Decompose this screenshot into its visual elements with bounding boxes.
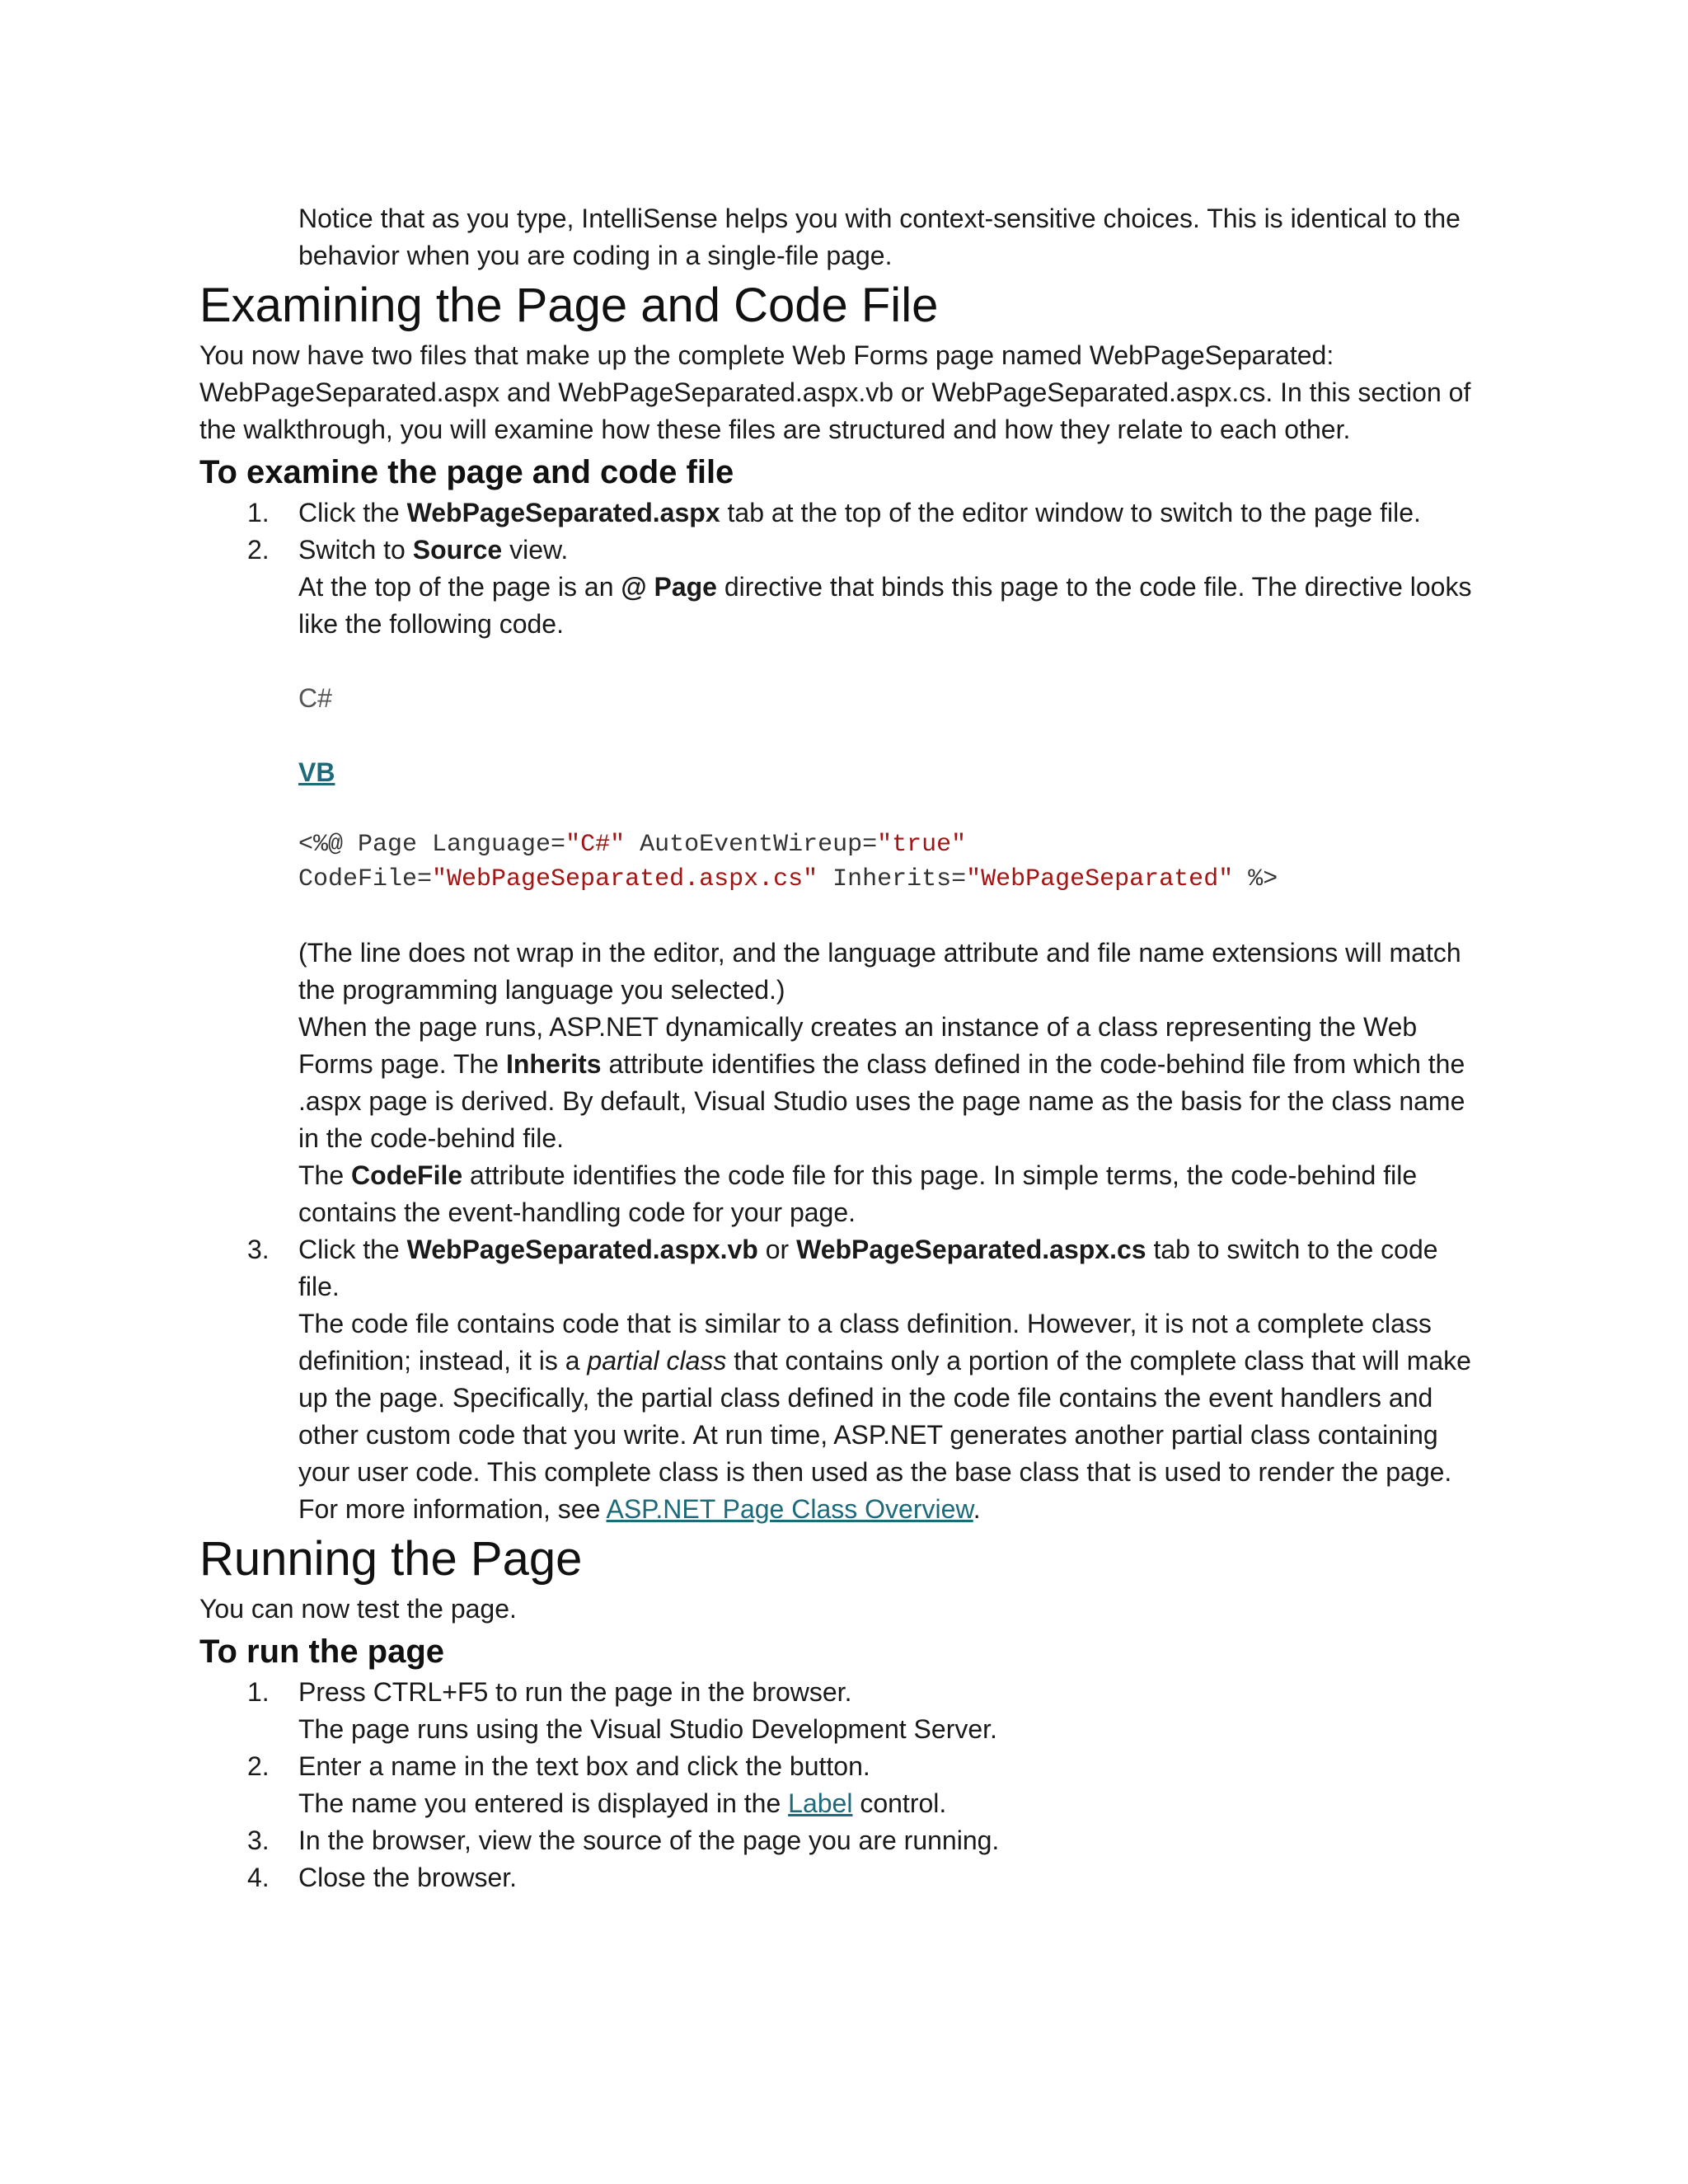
- ui-term: Source: [412, 535, 503, 565]
- document-content: [199, 200, 1485, 1896]
- list-item: [199, 1822, 1485, 1859]
- list-item: [199, 1231, 1485, 1528]
- page-class-overview-link[interactable]: ASP.NET Page Class Overview: [606, 1494, 973, 1524]
- ui-term: CodeFile: [351, 1160, 463, 1190]
- step-number: 2.: [247, 1751, 270, 1781]
- step-number: 3.: [247, 1235, 270, 1264]
- list-item: [199, 494, 1485, 532]
- step-detail-codefile: The CodeFile attribute identifies the code file for this page. In simple terms, the code-behind file contains the event-handling code for your page.: [298, 1160, 1418, 1227]
- step-detail-directive: At the top of the page is an @ Page directive that binds this page to the code file. The directive looks like the following code.: [298, 572, 1472, 639]
- code-language-tab-csharp[interactable]: C#: [298, 683, 332, 713]
- procedure-heading-run: To run the page: [199, 1633, 445, 1670]
- step-note: (The line does not wrap in the editor, and the language attribute and file name extensions will match the programming language you selected.): [298, 938, 1461, 1005]
- step-detail: The name you entered is displayed in the Label control.: [298, 1788, 947, 1818]
- examine-steps-list: [199, 494, 1485, 1528]
- step-number: 4.: [247, 1863, 270, 1892]
- step-number: 1.: [247, 1677, 270, 1707]
- procedure-heading-examine: To examine the page and code file: [199, 454, 734, 490]
- step-text: Click the WebPageSeparated.aspx.vb or WebPageSeparated.aspx.cs tab to switch to the code file.: [298, 1235, 1438, 1301]
- ui-term: WebPageSeparated.aspx.cs: [796, 1235, 1146, 1264]
- list-item: [199, 1674, 1485, 1748]
- code-block: [298, 827, 1485, 897]
- ui-term: Inherits: [505, 1049, 602, 1079]
- step-text: Press CTRL+F5 to run the page in the browser.: [298, 1677, 852, 1707]
- section-heading-examining: Examining the Page and Code File: [199, 279, 939, 332]
- intro-paragraph: Notice that as you type, IntelliSense helps you with context-sensitive choices. This is identical to the behavior when you are coding in a single-file page.: [298, 204, 1461, 270]
- section-body-examining: You now have two files that make up the complete Web Forms page named WebPageSeparated: WebPageSeparated.aspx and WebPageSeparated.aspx.vb or WebPageSeparated.aspx.cs. In this section of the walkthrough, you will examine how these files are structured and how they relate to each other.: [199, 340, 1471, 444]
- step-text: Switch to Source view.: [298, 535, 569, 565]
- list-item: [199, 1859, 1485, 1896]
- step-text: In the browser, view the source of the page you are running.: [298, 1825, 1000, 1855]
- list-item: [199, 1748, 1485, 1822]
- step-number: 1.: [247, 498, 270, 527]
- step-detail-partial-class: The code file contains code that is similar to a class definition. However, it is not a complete class definition; instead, it is a partial class that contains only a portion of the complete class that will make up the page. Specifically, the partial class defined in the code file contains the event handlers and other custom code that you write. At run time, ASP.NET generates another partial class containing your user code. This complete class is then used as the base class that is used to render the page. For more information, see ASP.NET Page Class Overview.: [298, 1309, 1471, 1524]
- code-language-tab-vb[interactable]: VB: [298, 757, 335, 787]
- code-line: CodeFile="WebPageSeparated.aspx.cs" Inherits="WebPageSeparated" %>: [298, 865, 1278, 893]
- step-text: Close the browser.: [298, 1863, 518, 1892]
- step-text: Enter a name in the text box and click the button.: [298, 1751, 870, 1781]
- label-control-link[interactable]: Label: [788, 1788, 853, 1818]
- run-steps-list: [199, 1674, 1485, 1896]
- code-line: <%@ Page Language="C#" AutoEventWireup="true": [298, 831, 967, 859]
- step-text: Click the WebPageSeparated.aspx tab at the top of the editor window to switch to the page file.: [298, 498, 1421, 527]
- ui-term: WebPageSeparated.aspx.vb: [406, 1235, 758, 1264]
- section-heading-running: Running the Page: [199, 1532, 583, 1586]
- step-number: 3.: [247, 1825, 270, 1855]
- emphasis-term: partial class: [587, 1346, 727, 1376]
- ui-term: WebPageSeparated.aspx: [406, 498, 720, 527]
- step-number: 2.: [247, 535, 270, 565]
- section-body-running: You can now test the page.: [199, 1594, 517, 1624]
- step-detail-inherits: When the page runs, ASP.NET dynamically creates an instance of a class representing the Web Forms page. The Inherits attribute identifies the class defined in the code-behind file from which the .aspx page is derived. By default, Visual Studio uses the page name as the basis for the class name in the code-behind file.: [298, 1012, 1465, 1153]
- ui-term: @ Page: [621, 572, 717, 602]
- list-item: [199, 532, 1485, 1231]
- step-detail: The page runs using the Visual Studio Development Server.: [298, 1714, 997, 1744]
